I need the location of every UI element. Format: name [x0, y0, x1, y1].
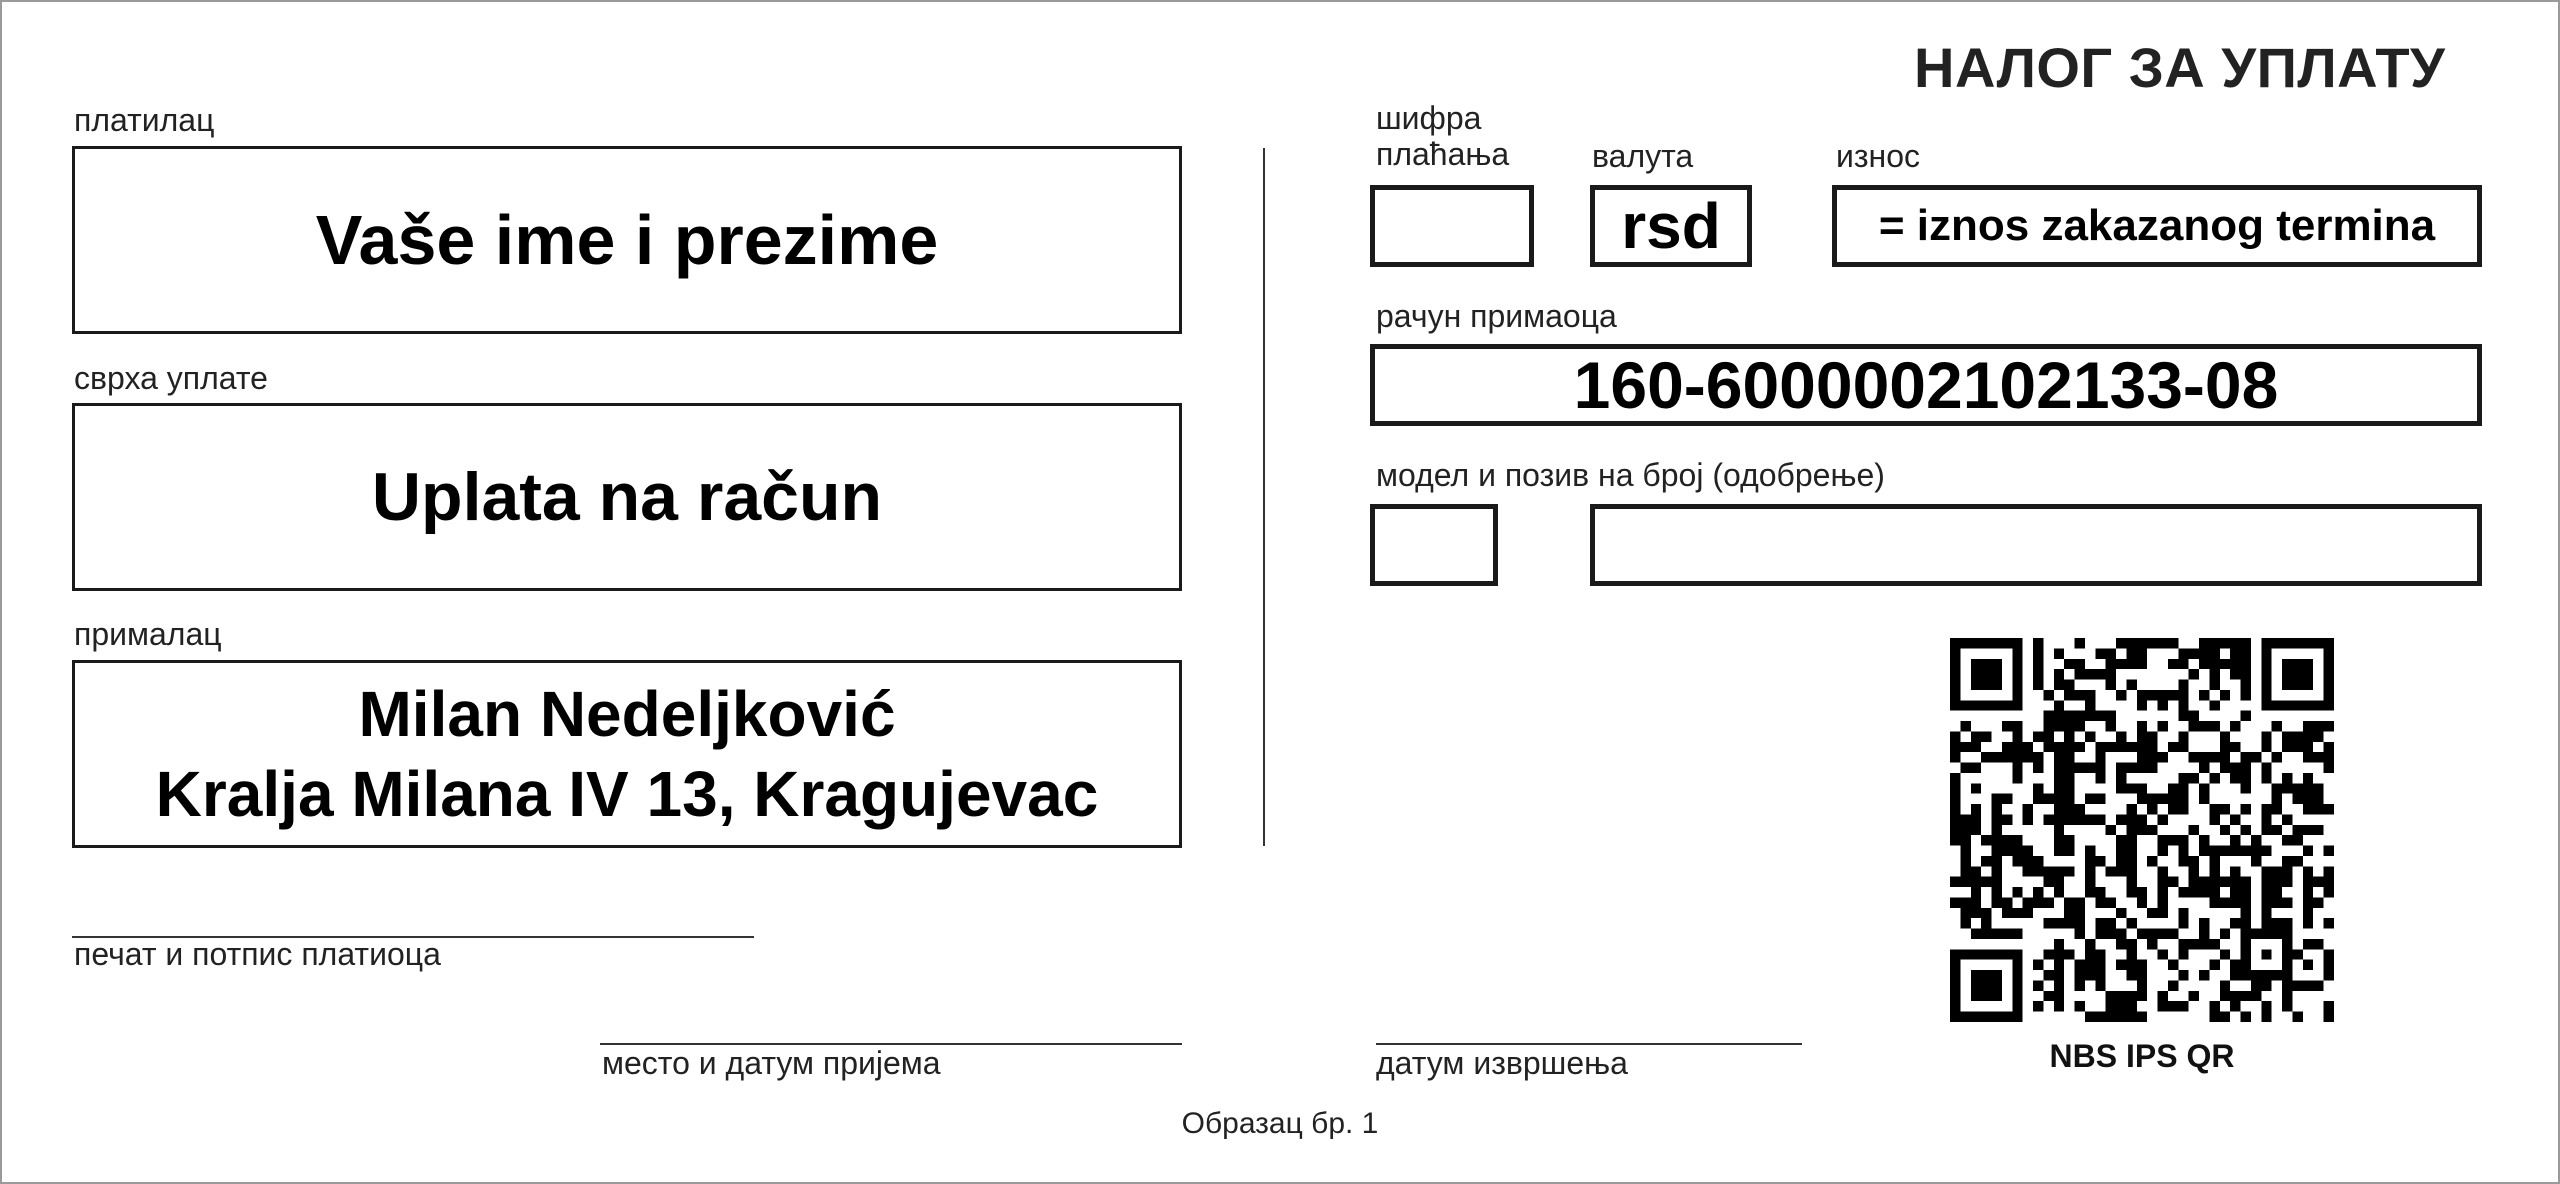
payment-code-label-line2: плаћања: [1376, 136, 1510, 172]
payment-code-label: [1376, 100, 1509, 172]
amount-label: износ: [1836, 138, 1921, 174]
account-value: 160-6000002102133-08: [1573, 348, 2279, 422]
form-title: НАЛОГ ЗА УПЛАТУ: [1914, 36, 2446, 99]
signature-label: печат и потпис платиоца: [74, 936, 441, 972]
payment-code-field[interactable]: [1370, 185, 1534, 267]
payer-value: Vaše ime i prezime: [315, 201, 939, 279]
payment-code-label-line1: шифра: [1376, 100, 1482, 136]
recipient-address: Kralja Milana IV 13, Kragujevac: [155, 758, 1099, 830]
amount-value: = iznos zakazanog termina: [1878, 201, 2436, 250]
purpose-value: Uplata na račun: [371, 459, 883, 535]
recipient-value: [72, 660, 1182, 848]
reference-number-field[interactable]: [1590, 504, 2482, 586]
recipient-name: Milan Nedeljković: [358, 678, 896, 750]
recipient-label: прималац: [74, 616, 222, 652]
form-number: Образац бр. 1: [1181, 1107, 1379, 1140]
payer-label: платилац: [74, 102, 215, 138]
qr-caption: NBS IPS QR: [2049, 1038, 2235, 1074]
qr-code-icon: [1950, 638, 2334, 1022]
reference-model-field[interactable]: [1370, 504, 1498, 586]
place-date-label: место и датум пријема: [602, 1045, 941, 1081]
column-divider: [1263, 148, 1265, 846]
purpose-label: сврха уплате: [74, 360, 268, 396]
execution-date-label: датум извршења: [1376, 1045, 1628, 1081]
currency-label: валута: [1592, 138, 1694, 174]
currency-value: rsd: [1621, 190, 1721, 262]
account-label: рачун примаоца: [1376, 298, 1617, 334]
reference-label: модел и позив на број (одобрење): [1376, 457, 1885, 493]
